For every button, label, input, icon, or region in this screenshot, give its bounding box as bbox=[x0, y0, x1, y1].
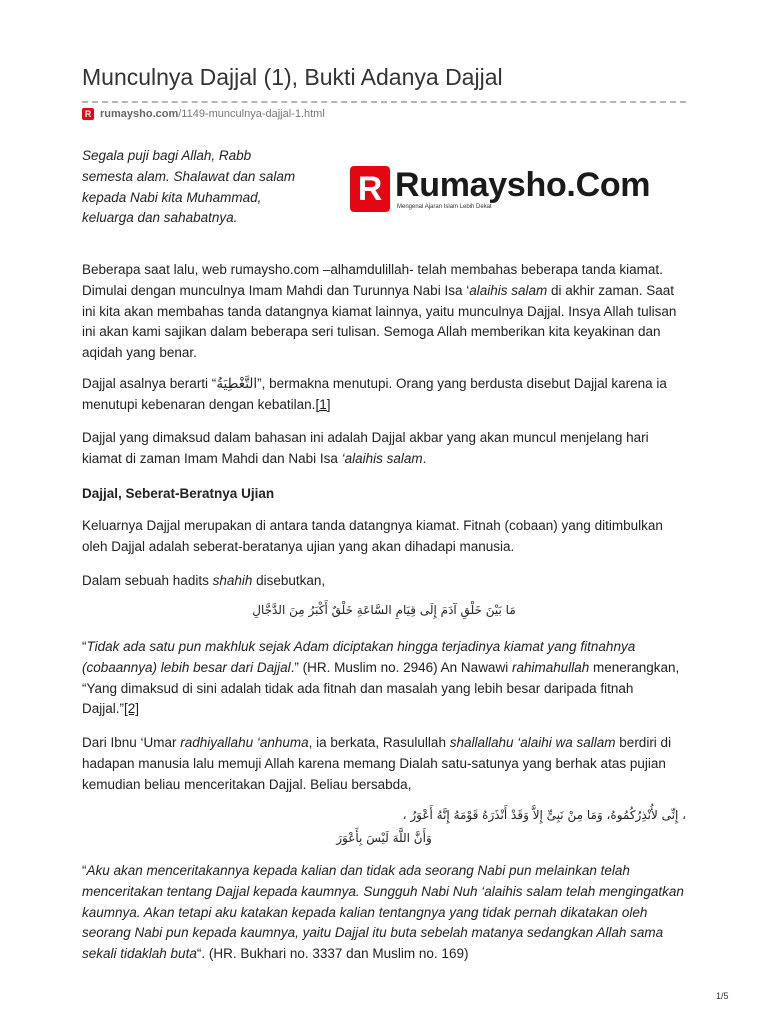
section-heading: Dajjal, Seberat-Beratnya Ujian bbox=[82, 486, 275, 501]
rumaysho-favicon-icon: R bbox=[82, 108, 94, 120]
paragraph-hadith-2-translation: “Aku akan menceritakannya kepada kalian dan tidak ada seorang Nabi pun melainkan telah menceritakan tentang Dajjal kepada kaumnya. Sungguh Nabi Nuh ‘alaihis salam telah mengingatkan kaumnya. Akan tetapi aku katakan kepada kalian tentangnya yang tidak pernah dikatakan oleh seorang Nabi pun kepada kaumnya, yaitu Dajjal itu buta sebelah matanya sedangkan Allah sama sekali tidaklah buta“. (HR. Bukhari no. 3337 dan Muslim no. 169) bbox=[82, 863, 684, 962]
footnote-link-2[interactable]: [2] bbox=[124, 701, 140, 717]
page-number: 1/5 bbox=[716, 991, 729, 1001]
hadith-arabic-1: مَا بَيْنَ خَلْقِ آدَمَ إِلَى قِيَامِ السَّاعَةِ خَلْقٌ أَكْبَرُ مِنَ الدَّجَّالِ bbox=[252, 603, 516, 617]
paragraph-dajjal-meaning: Dajjal asalnya berarti “التَّغْطِيَةُ”, bermakna menutupi. Orang yang berdusta disebut Dajjal karena ia menutupi kebenaran dengan kebatilan.[1] bbox=[82, 376, 667, 412]
paragraph-hadith-translation: “Tidak ada satu pun makhluk sejak Adam diciptakan hingga terjadinya kiamat yang fitnahnya (cobaannya) lebih besar dari Dajjal.” (HR. Muslim no. 2946) An Nawawi rahimahullah menerangkan, “Yang dimaksud di sini adalah tidak ada fitnah dan masalah yang lebih besar daripada fitnah Dajjal.”[2] bbox=[82, 639, 680, 717]
paragraph-ibnu-umar: Dari Ibnu ‘Umar radhiyallahu ‘anhuma, ia berkata, Rasulullah shallallahu ‘alaihi wa sallam berdiri di hadapan manusia lalu memuji Allah karena memang Dialah satu-satunya yang berhak atas pujian kemudian beliau menceritakan Dajjal. Beliau bersabda, bbox=[82, 735, 672, 792]
title-divider bbox=[82, 101, 686, 103]
logo-text: Rumaysho.Com bbox=[395, 166, 651, 204]
paragraph-dajjal-akbar: Dajjal yang dimaksud dalam bahasan ini adalah Dajjal akbar yang akan muncul menjelang hari kiamat di zaman Imam Mahdi dan Nabi Isa ‘alaihis salam. bbox=[82, 430, 649, 466]
paragraph-hadith-intro: Dalam sebuah hadits shahih disebutkan, bbox=[82, 573, 326, 588]
rumaysho-logo bbox=[350, 166, 650, 212]
hadith-arabic-2-line1: ، إِنِّى لأُنْذِرُكُمُوهُ، وَمَا مِنْ نَبِىٍّ إِلاَّ وَقَدْ أَنْذَرَهُ قَوْمَهُ إِنَّهُ أَعْوَرُ ، bbox=[402, 808, 686, 822]
logo-letter-icon: R bbox=[350, 166, 390, 212]
intro-text: Segala puji bagi Allah, Rabb semesta alam. Shalawat dan salam kepada Nabi kita Muhammad, keluarga dan sahabatnya. bbox=[82, 148, 296, 226]
page-title: Munculnya Dajjal (1), Bukti Adanya Dajjal bbox=[82, 64, 503, 90]
paragraph-intro-kiamat: Beberapa saat lalu, web rumaysho.com –alhamdulillah- telah membahas beberapa tanda kiamat. Dimulai dengan munculnya Imam Mahdi dan Turunnya Nabi Isa ‘alaihis salam di akhir zaman. Saat ini kita akan membahas tanda datangnya kiamat lainnya, yaitu munculnya Dajjal. Insya Allah tulisan ini akan kami sajikan dalam beberapa seri tulisan. Semoga Allah memberikan kita keyakinan dan aqidah yang benar. bbox=[82, 262, 677, 361]
source-domain[interactable]: rumaysho.com bbox=[100, 108, 179, 120]
paragraph-fitnah: Keluarnya Dajjal merupakan di antara tanda datangnya kiamat. Fitnah (cobaan) yang ditimbulkan oleh Dajjal adalah seberat-beratanya ujian yang akan dihadapi manusia. bbox=[82, 518, 663, 554]
footnote-link-1[interactable]: [1] bbox=[315, 396, 331, 412]
source-path[interactable]: /1149-munculnya-dajjal-1.html bbox=[178, 108, 325, 120]
source-url[interactable] bbox=[82, 108, 325, 120]
logo-tagline: Mengenal Ajaran Islam Lebih Dekat bbox=[397, 204, 492, 210]
hadith-arabic-2-line2: وَأَنَّ اللَّهَ لَيْسَ بِأَعْوَرَ bbox=[336, 831, 432, 845]
